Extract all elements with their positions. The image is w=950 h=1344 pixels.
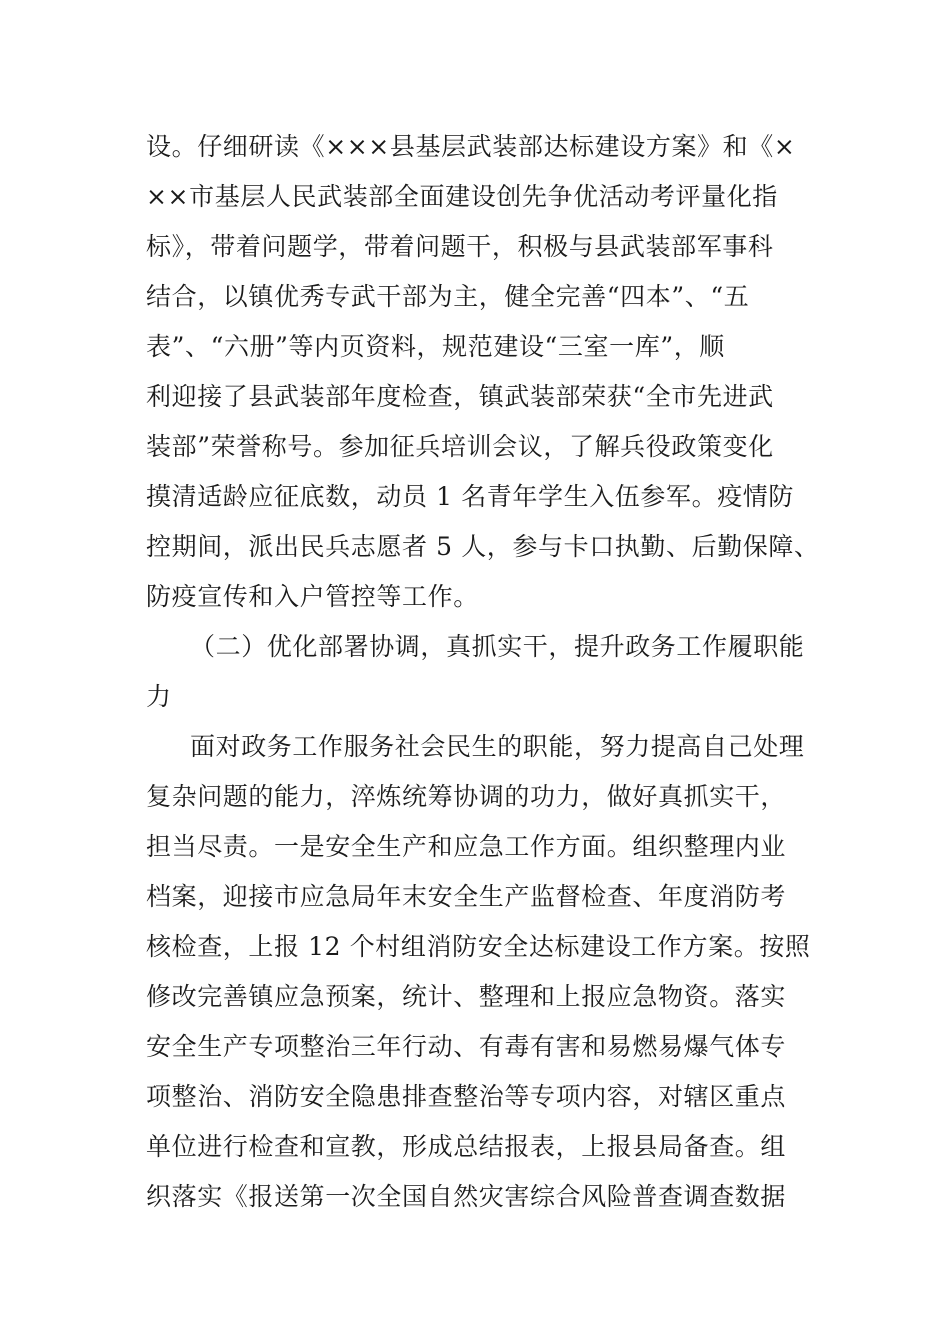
- text-line: 装部”荣誉称号。参加征兵培训会议，了解兵役政策变化: [146, 432, 774, 461]
- paragraph-first-line: 面对政务工作服务社会民生的职能，努力提高自己处理: [190, 732, 805, 761]
- section-heading: （二）优化部署协调，真抓实干，提升政务工作履职能: [190, 632, 805, 661]
- text-line: 利迎接了县武装部年度检查，镇武装部荣获“全市先进武: [146, 382, 774, 411]
- text-line: 标》，带着问题学，带着问题干，积极与县武装部军事科: [146, 232, 774, 261]
- text-line: 摸清适龄应征底数，动员 1 名青年学生入伍参军。疫情防: [146, 482, 795, 511]
- text-line: 复杂问题的能力，淬炼统筹协调的功力，做好真抓实干，: [146, 782, 787, 811]
- text-line: 档案，迎接市应急局年末安全生产监督检查、年度消防考: [146, 882, 787, 911]
- text-line: 担当尽责。一是安全生产和应急工作方面。组织整理内业: [146, 832, 787, 861]
- text-line: 修改完善镇应急预案，统计、整理和上报应急物资。落实: [146, 982, 787, 1011]
- text-line: 核检查，上报 12 个村组消防安全达标建设工作方案。按照: [146, 932, 811, 961]
- text-line: 项整治、消防安全隐患排查整治等专项内容，对辖区重点: [146, 1082, 787, 1111]
- body-text: [146, 122, 846, 1222]
- text-line: 防疫宣传和入户管控等工作。: [146, 582, 479, 611]
- text-line: ××市基层人民武装部全面建设创先争优活动考评量化指: [146, 182, 778, 211]
- text-line: 控期间，派出民兵志愿者 5 人，参与卡口执勤、后勤保障、: [146, 532, 820, 561]
- text-line: 安全生产专项整治三年行动、有毒有害和易燃易爆气体专: [146, 1032, 787, 1061]
- text-line: 表”、“六册”等内页资料，规范建设“三室一库”，顺: [146, 332, 725, 361]
- text-line: 织落实《报送第一次全国自然灾害综合风险普查调查数据: [146, 1182, 787, 1211]
- text-line: 结合，以镇优秀专武干部为主，健全完善“四本”、“五: [146, 282, 750, 311]
- section-heading-continued: 力: [146, 682, 172, 711]
- text-line: 设。仔细研读《×××县基层武装部达标建设方案》和《×: [146, 132, 796, 161]
- text-line: 单位进行检查和宣教，形成总结报表，上报县局备查。组: [146, 1132, 787, 1161]
